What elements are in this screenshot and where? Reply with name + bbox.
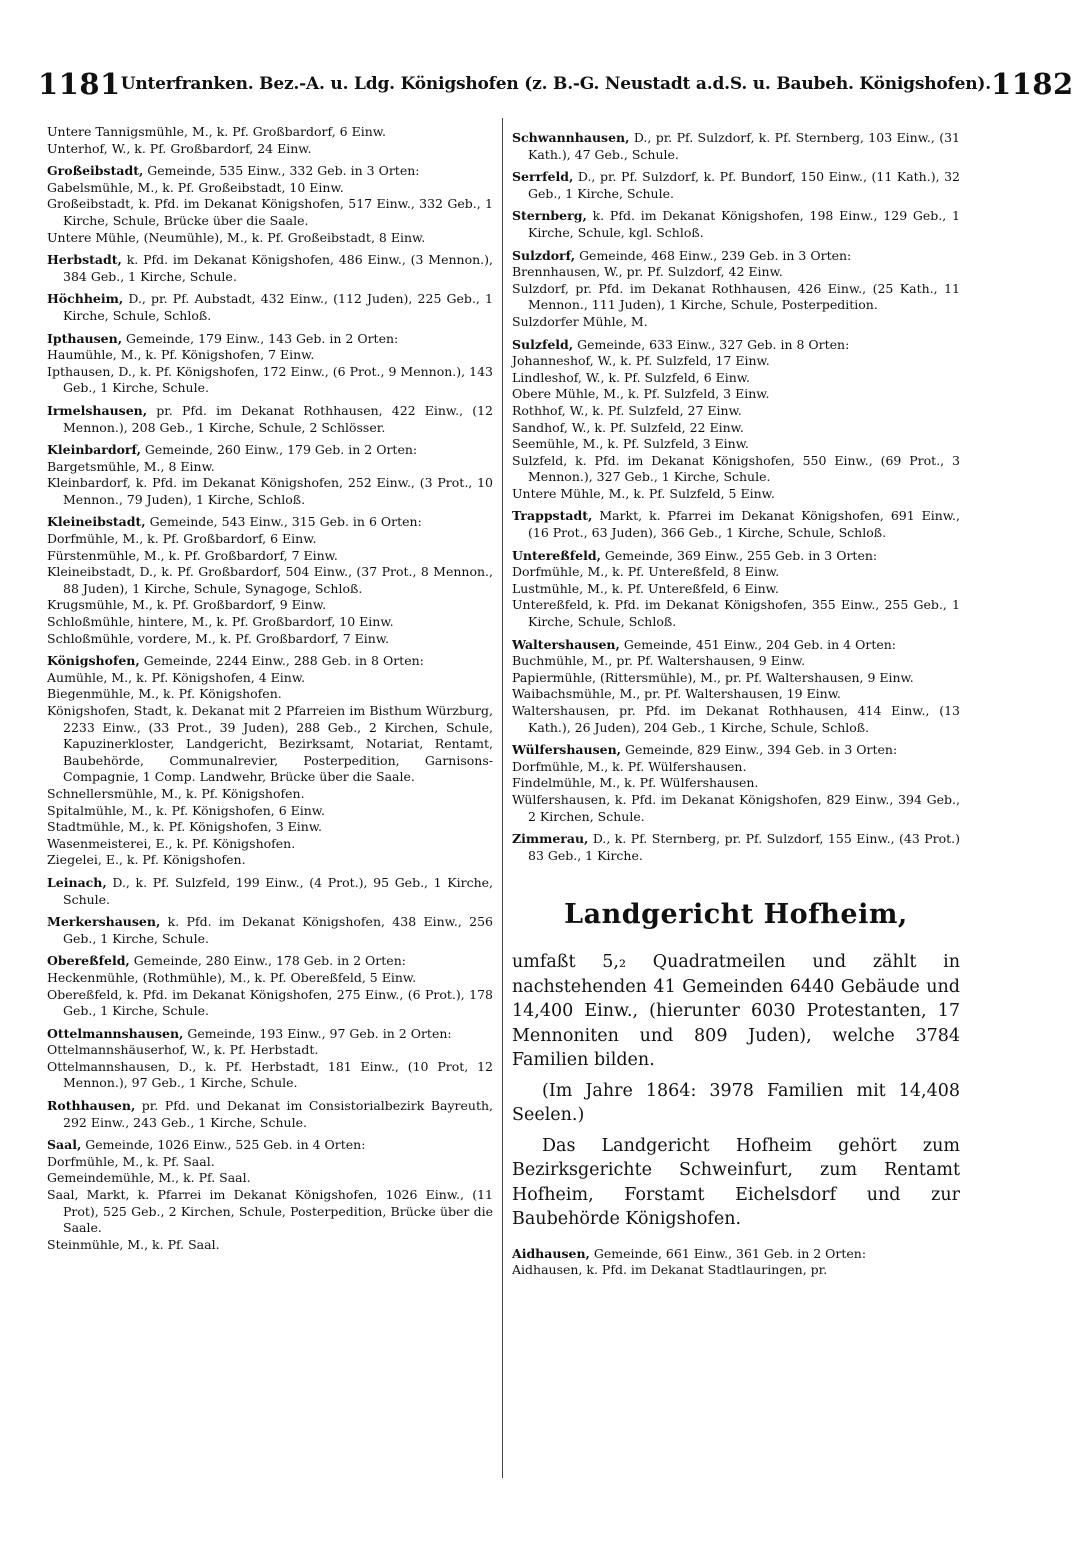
gazetteer-subentry xyxy=(47,786,493,803)
place-name: Lustmühle, xyxy=(512,580,584,596)
place-name: Dorfmühle, xyxy=(47,531,119,547)
gazetteer-subentry xyxy=(512,353,960,370)
place-details: W., k. Pf. Sulzfeld, 22 Einw. xyxy=(567,419,744,435)
place-name: Sulzfeld, xyxy=(512,452,568,468)
gazetteer-subentry xyxy=(512,792,960,825)
gazetteer-entry xyxy=(47,331,493,348)
gazetteer-subentry xyxy=(512,670,960,687)
place-name: Irmelshausen, xyxy=(47,402,148,418)
place-details: D., pr. Pf. Aubstadt, 432 Einw., (112 Juden), 225 Geb., 1 Kirche, Schule, Schloß. xyxy=(63,291,493,323)
gazetteer-subentry xyxy=(47,475,493,508)
place-details: M., pr. Pf. Waltershausen, 19 Einw. xyxy=(615,686,841,702)
gazetteer-subentry xyxy=(47,703,493,786)
gazetteer-subentry xyxy=(47,1170,493,1187)
gazetteer-subentry xyxy=(47,230,493,247)
gazetteer-subentry xyxy=(47,614,493,631)
gazetteer-subentry xyxy=(47,1187,493,1237)
place-name: Aidhausen, xyxy=(512,1245,590,1261)
place-name: Fürstenmühle, xyxy=(47,547,140,563)
right-column-entries-bottom xyxy=(512,1246,960,1279)
landgericht-description: umfaßt 5,₂ Quadratmeilen und zählt in nachstehenden 41 Gemeinden 6440 Gebäude und 14,400 Einw., (hierunter 6030 Protestanten, 17 Mennoniten und 809 Juden), welche 3784 Familien bilden. xyxy=(512,952,960,1071)
place-details: (Rittersmühle), M., pr. Pf. Waltershausen, 9 Einw. xyxy=(596,669,914,685)
gazetteer-subentry xyxy=(47,141,493,158)
gazetteer-entry xyxy=(512,637,960,654)
gazetteer-subentry xyxy=(47,970,493,987)
place-name: Königshofen, xyxy=(47,653,140,669)
place-details: pr. Pfd. im Dekanat Rothhausen, 422 Einw., (12 Mennon.), 208 Geb., 1 Kirche, Schule, 2 Schlösser. xyxy=(63,402,493,435)
gazetteer-entry xyxy=(512,248,960,265)
place-name: Heckenmühle, xyxy=(47,969,139,985)
place-details: Stadt, k. Dekanat mit 2 Pfarreien im Bisthum Würzburg, 2233 Einw., (33 Prot., 39 Juden), 288 Geb., 2 Kirchen, Schule, Kapuzinerkloster, Landgericht, Bezirksamt, Notariat, Rentamt, Baubehörde, Communalrevier, Posterpedition, Garnisons-Compagnie, 1 Comp. Landwehr, Brücke über die Saale. xyxy=(63,703,493,785)
place-details: k. Pfd. im Dekanat Königshofen, 252 Einw., (3 Prot., 10 Mennon., 79 Juden), 1 Kirche, Schloß. xyxy=(63,475,493,507)
place-details: Gemeinde, 193 Einw., 97 Geb. in 2 Orten: xyxy=(183,1025,452,1041)
place-details: E., k. Pf. Königshofen. xyxy=(101,852,246,868)
gazetteer-subentry xyxy=(512,314,960,331)
place-details: D., k. Pf. Königshofen, 172 Einw., (6 Prot., 9 Mennon.), 143 Geb., 1 Kirche, Schule. xyxy=(63,363,493,396)
place-name: Lindleshof, xyxy=(512,369,582,385)
page-number-right: 1182 xyxy=(990,67,1074,101)
place-name: Biegenmühle, xyxy=(47,686,135,702)
place-name: Schloßmühle, xyxy=(47,614,134,630)
place-details: pr. Pfd. im Dekanat Rothhausen, 426 Einw., (25 Kath., 11 Mennon., 111 Juden), 1 Kirche, Schule, Posterpedition. xyxy=(528,280,960,313)
gazetteer-subentry xyxy=(512,703,960,736)
place-name: Wasenmeisterei, xyxy=(47,835,152,851)
page-header xyxy=(38,64,1074,104)
place-name: Wülfershausen, xyxy=(512,791,611,807)
place-name: Ottelmannshausen, xyxy=(47,1058,170,1074)
place-name: Sulzdorf, xyxy=(512,280,569,296)
place-name: Zimmerau, xyxy=(512,831,589,847)
place-name: Steinmühle, xyxy=(47,1236,124,1252)
place-name: Ipthausen, xyxy=(47,330,123,346)
place-details: M., k. Pf. Saal. xyxy=(154,1170,251,1186)
place-details: k. Pfd. im Dekanat Stadtlauringen, pr. xyxy=(582,1262,828,1278)
gazetteer-subentry xyxy=(47,686,493,703)
gazetteer-entry xyxy=(47,653,493,670)
place-details: M., k. Pf. Königshofen, 7 Einw. xyxy=(116,347,315,363)
place-name: Ziegelei, xyxy=(47,852,102,868)
place-details: Gemeinde, 535 Einw., 332 Geb. in 3 Orten: xyxy=(143,163,420,179)
place-name: Waltershausen, xyxy=(512,636,620,652)
place-details: W., k. Pf. Sulzfeld, 27 Einw. xyxy=(565,402,742,418)
place-name: Ottelmannshäuserhof, xyxy=(47,1042,188,1058)
gazetteer-entry xyxy=(47,442,493,459)
place-name: Aumühle, xyxy=(47,669,108,685)
gazetteer-subentry xyxy=(512,581,960,598)
place-details: Markt, k. Pfarrei im Dekanat Königshofen, 1026 Einw., (11 Prot), 525 Geb., 2 Kirchen, Schule, Posterpedition, Brücke über die Saale. xyxy=(63,1187,493,1236)
place-details: D., k. Pf. Herbstadt, 181 Einw., (10 Prot, 12 Mennon.), 97 Geb., 1 Kirche, Schule. xyxy=(63,1058,493,1091)
gazetteer-subentry xyxy=(47,1042,493,1059)
place-name: Schwannhausen, xyxy=(512,130,630,145)
place-name: Kleineibstadt, xyxy=(47,564,136,580)
place-name: Saal, xyxy=(47,1187,79,1203)
place-details: M., k. Pf. Großbardorf, 7 Einw. xyxy=(139,547,338,563)
gazetteer-entry xyxy=(512,831,960,864)
place-name: Unterhof, xyxy=(47,140,108,156)
place-details: M., k. Pf. Königshofen, 6 Einw. xyxy=(127,802,325,818)
place-details: E., k. Pf. Königshofen. xyxy=(151,835,296,851)
gazetteer-subentry xyxy=(47,459,493,476)
place-details: pr. Pfd. im Dekanat Rothhausen, 414 Einw., (13 Kath.), 26 Juden), 204 Geb., 1 Kirche, Schule, Schloß. xyxy=(528,703,960,735)
gazetteer-entry xyxy=(47,875,493,908)
place-details: M., k. Pf. Untereßfeld, 6 Einw. xyxy=(583,580,779,596)
place-name: Großeibstadt, xyxy=(47,163,144,179)
gazetteer-subentry xyxy=(512,436,960,453)
gazetteer-subentry xyxy=(47,364,493,397)
place-name: Ottelmannshausen, xyxy=(47,1025,184,1041)
place-name: Obere Mühle, xyxy=(512,386,600,402)
place-name: Sulzfeld, xyxy=(512,336,574,352)
gazetteer-subentry xyxy=(512,386,960,403)
gazetteer-subentry xyxy=(47,1237,493,1254)
left-column xyxy=(47,124,493,1253)
gazetteer-entry xyxy=(512,508,960,541)
gazetteer-subentry xyxy=(512,370,960,387)
place-details: M. xyxy=(626,313,648,329)
place-name: Johanneshof, xyxy=(512,353,594,369)
place-name: Rothhausen, xyxy=(47,1098,136,1114)
place-name: Gemeindemühle, xyxy=(47,1170,155,1186)
place-details: k. Pfd. im Dekanat Königshofen, 550 Einw., (69 Prot., 3 Mennon.), 327 Geb., 1 Kirche, Schule. xyxy=(528,452,960,485)
place-details: Gemeinde, 2244 Einw., 288 Geb. in 8 Orten: xyxy=(139,653,424,669)
place-details: W., k. Pf. Sulzfeld, 17 Einw. xyxy=(593,353,770,369)
place-details: Gemeinde, 179 Einw., 143 Geb. in 2 Orten: xyxy=(122,330,399,346)
place-details: pr. Pfd. und Dekanat im Consistorialbezirk Bayreuth, 292 Einw., 243 Geb., 1 Kirche, Schule. xyxy=(63,1098,493,1130)
place-details: W., k. Pf. Großbardorf, 24 Einw. xyxy=(107,140,312,156)
place-details: Gemeinde, 661 Einw., 361 Geb. in 2 Orten: xyxy=(589,1245,867,1261)
place-details: W., pr. Pf. Sulzdorf, 42 Einw. xyxy=(600,264,783,280)
place-name: Untereßfeld, xyxy=(512,597,593,613)
place-name: Obereßfeld, xyxy=(47,986,123,1002)
gazetteer-subentry xyxy=(512,653,960,670)
place-details: Gemeinde, 829 Einw., 394 Geb. in 3 Orten: xyxy=(621,742,898,758)
place-details: hintere, M., k. Pf. Großbardorf, 10 Einw. xyxy=(133,614,394,630)
place-details: W., k. Pf. Herbstadt. xyxy=(187,1042,319,1058)
place-name: Kleineibstadt, xyxy=(47,514,146,530)
place-details: M., k. Pf. Wülfershausen. xyxy=(595,775,759,791)
gazetteer-subentry xyxy=(47,803,493,820)
place-details: Markt, k. Pfarrei im Dekanat Königshofen, 691 Einw., (16 Prot., 63 Juden), 366 Geb., 1 Kirche, Schule, Schloß. xyxy=(528,508,960,541)
place-details: D., k. Pf. Sulzfeld, 199 Einw., (4 Prot.), 95 Geb., 1 Kirche, Schule. xyxy=(63,874,493,907)
place-name: Buchmühle, xyxy=(512,653,588,669)
place-name: Stadtmühle, xyxy=(47,819,125,835)
place-name: Obereßfeld, xyxy=(47,953,130,969)
place-name: Krugsmühle, xyxy=(47,597,129,613)
place-name: Trappstadt, xyxy=(512,508,593,524)
gazetteer-subentry xyxy=(47,548,493,565)
gazetteer-entry xyxy=(47,1098,493,1131)
place-name: Herbstadt, xyxy=(47,252,122,268)
place-details: Gemeinde, 451 Einw., 204 Geb. in 4 Orten: xyxy=(619,636,897,652)
place-details: M., k. Pf. Untereßfeld, 8 Einw. xyxy=(583,564,780,580)
place-name: Königshofen, xyxy=(47,703,130,718)
gazetteer-entry xyxy=(512,337,960,354)
place-details: (Rothmühle), M., k. Pf. Obereßfeld, 5 Einw. xyxy=(138,969,417,985)
gazetteer-subentry xyxy=(47,196,493,229)
place-name: Findelmühle, xyxy=(512,775,596,791)
place-details: Gemeinde, 1026 Einw., 525 Geb. in 4 Orten: xyxy=(81,1137,366,1153)
place-details: vordere, M., k. Pf. Großbardorf, 7 Einw. xyxy=(133,630,390,646)
place-details: M., k. Pf. Sulzfeld, 3 Einw. xyxy=(599,386,770,402)
gazetteer-entry xyxy=(47,163,493,180)
place-name: Wülfershausen, xyxy=(512,742,622,758)
gazetteer-subentry xyxy=(47,836,493,853)
place-name: Merkershausen, xyxy=(47,914,161,930)
place-details: M., k. Pf. Großbardorf, 9 Einw. xyxy=(128,597,327,613)
place-details: M., k. Pf. Sulzfeld, 5 Einw. xyxy=(604,485,775,501)
place-name: Untere Mühle, xyxy=(47,229,140,245)
gazetteer-subentry xyxy=(47,852,493,869)
gazetteer-entry xyxy=(47,953,493,970)
place-details: D., pr. Pf. Sulzdorf, k. Pf. Bundorf, 150 Einw., (11 Kath.), 32 Geb., 1 Kirche, Schule. xyxy=(528,169,960,201)
place-name: Leinach, xyxy=(47,874,107,890)
place-details: Gemeinde, 633 Einw., 327 Geb. in 8 Orten: xyxy=(573,336,850,352)
place-name: Sulzdorf, xyxy=(512,247,576,263)
running-title: Unterfranken. Bez.-A. u. Ldg. Königshofen (z. B.-G. Neustadt a.d.S. u. Baubeh. Königshofen). xyxy=(120,74,991,94)
gazetteer-subentry xyxy=(512,775,960,792)
place-name: Kleinbardorf, xyxy=(47,475,131,491)
place-details: D., pr. Pf. Sulzdorf, k. Pf. Sternberg, 103 Einw., (31 Kath.), 47 Geb., Schule. xyxy=(528,130,960,162)
place-name: Ipthausen, xyxy=(47,363,115,379)
place-name: Waltershausen, xyxy=(512,703,610,718)
place-name: Sandhof, xyxy=(512,419,568,435)
place-name: Dorfmühle, xyxy=(512,564,584,580)
place-details: k. Pfd. im Dekanat Königshofen, 275 Einw., (6 Prot.), 178 Geb., 1 Kirche, Schule. xyxy=(63,986,493,1019)
gazetteer-entry xyxy=(47,1137,493,1154)
place-details: M., k. Pf. Königshofen. xyxy=(157,785,305,801)
gazetteer-subentry xyxy=(512,453,960,486)
gazetteer-entry xyxy=(512,548,960,565)
gazetteer-subentry xyxy=(512,686,960,703)
place-name: Kleinbardorf, xyxy=(47,442,141,458)
place-name: Saal, xyxy=(47,1137,82,1153)
place-name: Höchheim, xyxy=(47,291,124,307)
gazetteer-entry xyxy=(512,130,960,163)
gazetteer-subentry xyxy=(47,180,493,197)
gazetteer-entry xyxy=(512,208,960,241)
gazetteer-entry xyxy=(47,914,493,947)
place-details: M., k. Pf. Königshofen. xyxy=(134,686,282,702)
place-details: (Neumühle), M., k. Pf. Großeibstadt, 8 Einw. xyxy=(139,229,426,245)
place-name: Aidhausen, xyxy=(512,1262,583,1278)
gazetteer-entry xyxy=(512,1246,960,1263)
place-name: Papiermühle, xyxy=(512,669,596,685)
right-column xyxy=(512,124,960,1279)
place-name: Untereßfeld, xyxy=(512,547,601,563)
gazetteer-entry xyxy=(47,514,493,531)
gazetteer-subentry xyxy=(512,264,960,281)
place-name: Brennhausen, xyxy=(512,264,601,280)
place-details: M., 8 Einw. xyxy=(139,458,215,474)
place-details: M., k. Pf. Königshofen, 4 Einw. xyxy=(107,669,306,685)
place-details: W., k. Pf. Sulzfeld, 6 Einw. xyxy=(581,369,750,385)
place-details: k. Pfd. im Dekanat Königshofen, 438 Einw., 256 Geb., 1 Kirche, Schule. xyxy=(63,914,493,946)
place-details: k. Pfd. im Dekanat Königshofen, 486 Einw., (3 Mennon.), 384 Geb., 1 Kirche, Schule. xyxy=(63,252,493,284)
place-name: Sulzdorfer Mühle, xyxy=(512,313,627,329)
gazetteer-subentry xyxy=(47,819,493,836)
gazetteer-entry xyxy=(512,742,960,759)
place-name: Untere Mühle, xyxy=(512,485,605,501)
place-details: Gemeinde, 369 Einw., 255 Geb. in 3 Orten: xyxy=(600,547,878,563)
gazetteer-subentry xyxy=(512,281,960,314)
gazetteer-subentry xyxy=(47,1059,493,1092)
place-details: M., k. Pf. Sulzfeld, 3 Einw. xyxy=(578,436,749,452)
gazetteer-entry xyxy=(47,403,493,436)
place-name: Gabelsmühle, xyxy=(47,179,134,195)
gazetteer-subentry xyxy=(512,420,960,437)
place-details: M., k. Pf. Saal. xyxy=(118,1153,215,1169)
gazetteer-subentry xyxy=(512,403,960,420)
place-details: M., pr. Pf. Waltershausen, 9 Einw. xyxy=(587,653,806,669)
landgericht-title: Landgericht Hofheim, xyxy=(564,899,908,931)
page-number-left: 1181 xyxy=(38,67,121,101)
gazetteer-subentry xyxy=(47,670,493,687)
place-name: Rothhof, xyxy=(512,402,566,418)
place-name: Seemühle, xyxy=(512,436,579,452)
gazetteer-subentry xyxy=(47,987,493,1020)
gazetteer-subentry xyxy=(512,564,960,581)
gazetteer-subentry xyxy=(47,124,493,141)
place-details: Gemeinde, 260 Einw., 179 Geb. in 2 Orten: xyxy=(140,442,418,458)
place-details: M., k. Pf. Großeibstadt, 10 Einw. xyxy=(133,179,344,195)
place-details: D., k. Pf. Großbardorf, 504 Einw., (37 Prot., 8 Mennon., 88 Juden), 1 Kirche, Schule, Synagoge, Schloß. xyxy=(63,564,493,596)
gazetteer-subentry xyxy=(512,1262,960,1279)
right-column-entries xyxy=(512,130,960,864)
place-details: k. Pfd. im Dekanat Königshofen, 198 Einw., 129 Geb., 1 Kirche, Schule, kgl. Schloß. xyxy=(528,208,960,240)
place-details: M., k. Pf. Saal. xyxy=(123,1236,220,1252)
place-details: M., k. Pf. Königshofen, 3 Einw. xyxy=(124,819,323,835)
place-name: Dorfmühle, xyxy=(47,1153,119,1169)
place-name: Sternberg, xyxy=(512,208,587,224)
gazetteer-subentry xyxy=(47,564,493,597)
gazetteer-entry xyxy=(47,291,493,324)
place-details: Gemeinde, 468 Einw., 239 Geb. in 3 Orten: xyxy=(575,247,852,263)
place-details: M., k. Pf. Großbardorf, 6 Einw. xyxy=(118,531,317,547)
place-name: Spitalmühle, xyxy=(47,802,128,818)
place-details: k. Pfd. im Dekanat Königshofen, 829 Einw., 394 Geb., 2 Kirchen, Schule. xyxy=(528,791,960,824)
gazetteer-subentry xyxy=(47,631,493,648)
place-details: k. Pfd. im Dekanat Königshofen, 517 Einw., 332 Geb., 1 Kirche, Schule, Brücke über die Saale. xyxy=(63,196,493,228)
gazetteer-subentry xyxy=(512,759,960,776)
gazetteer-entry xyxy=(47,1026,493,1043)
gazetteer-subentry xyxy=(47,531,493,548)
place-name: Dorfmühle, xyxy=(512,758,584,774)
place-name: Schnellersmühle, xyxy=(47,785,158,801)
place-details: k. Pfd. im Dekanat Königshofen, 355 Einw., 255 Geb., 1 Kirche, Schule, Schloß. xyxy=(528,597,960,630)
gazetteer-subentry xyxy=(47,597,493,614)
place-details: D., k. Pf. Sternberg, pr. Pf. Sulzdorf, 155 Einw., (43 Prot.) 83 Geb., 1 Kirche. xyxy=(528,831,960,863)
place-details: M., k. Pf. Großbardorf, 6 Einw. xyxy=(188,124,386,139)
gazetteer-entry xyxy=(512,169,960,202)
place-name: Bargetsmühle, xyxy=(47,458,140,474)
landgericht-note-1864: (Im Jahre 1864: 3978 Familien mit 14,408 Seelen.) xyxy=(512,1080,960,1126)
gazetteer-entry xyxy=(47,252,493,285)
landgericht-jurisdiction: Das Landgericht Hofheim gehört zum Bezirksgerichte Schweinfurt, zum Rentamt Hofheim, Forstamt Eichelsdorf und zur Baubehörde Königshofen. xyxy=(512,1135,960,1230)
gazetteer-subentry xyxy=(512,486,960,503)
gazetteer-subentry xyxy=(47,347,493,364)
place-name: Haumühle, xyxy=(47,347,117,363)
place-name: Serrfeld, xyxy=(512,169,574,185)
place-details: M., k. Pf. Wülfershausen. xyxy=(583,758,747,774)
place-details: Gemeinde, 543 Einw., 315 Geb. in 6 Orten: xyxy=(145,514,422,530)
gazetteer-subentry xyxy=(512,597,960,630)
place-name: Waibachsmühle, xyxy=(512,686,616,702)
place-name: Untere Tannigsmühle, xyxy=(47,124,189,139)
place-name: Schloßmühle, xyxy=(47,630,134,646)
place-details: Gemeinde, 280 Einw., 178 Geb. in 2 Orten: xyxy=(129,953,406,969)
gazetteer-subentry xyxy=(47,1154,493,1171)
column-divider xyxy=(502,118,503,1478)
place-name: Großeibstadt, xyxy=(47,196,135,212)
